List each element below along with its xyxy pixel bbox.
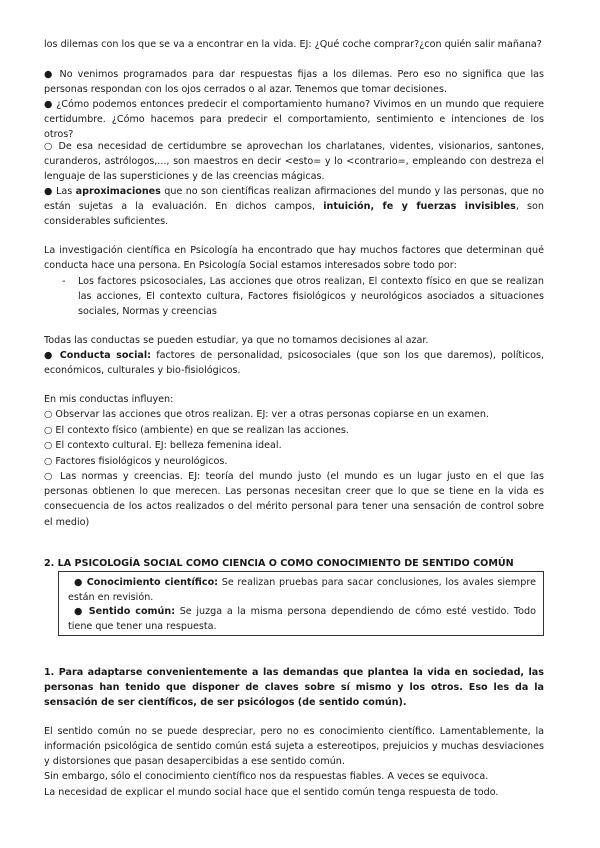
box-item-sentido-comun	[68, 605, 536, 634]
list-item: ○ Factores fisiológicos y neurológicos.	[44, 456, 228, 467]
text-segment: ● Las	[44, 186, 76, 197]
text-segment: Se juzga a la misma persona dependiendo de cómo esté vestido. Todo tiene que tener una respuesta.	[68, 606, 536, 632]
bold-term-conocimiento: Conocimiento científico:	[86, 577, 219, 588]
paragraph-sentido-comun: El sentido común no se puede despreciar, pero no es conocimiento científico. Lamentablemente, la información psicológica de sentido común está sujeta a estereotipos, prejuicios y muchas desviaciones y distorsiones que pasan desapercibidas a ese sentido común.	[44, 726, 544, 768]
list-item: ○ Observar las acciones que otros realizan. EJ: ver a otras personas copiarse en un examen.	[44, 409, 489, 420]
paragraph-necesidad: La necesidad de explicar el mundo social hace que el sentido común tenga respuesta de todo.	[44, 787, 499, 798]
text-segment: que no son científicas realizan afirmaciones del mundo y las personas, que no están sujetas a la evaluación. En dichos campos,	[44, 186, 544, 213]
bold-term-conducta-social: Conducta social:	[59, 350, 151, 361]
paragraph-adaptarse: 1. Para adaptarse convenientemente a las demandas que plantea la vida en sociedad, las personas han tenido que disponer de claves sobre sí mismo y los otros. Eso les da la sensación de ser científicos, de ser psicólogos (de sentido común).	[44, 667, 544, 709]
bold-term-aproximaciones: aproximaciones	[75, 186, 161, 197]
influence-title: En mis conductas influyen:	[44, 394, 174, 405]
bullet: ●	[44, 350, 60, 361]
bold-term-intuicion: intuición, fe y fuerzas invisibles	[323, 201, 516, 213]
list-item: ○ Las normas y creencias. EJ: teoría del mundo justo (el mundo es un lugar justo en el que las personas obtienen lo que merecen. Las personas necesitan creer que lo que se tiene en la vida es consecuencia de los actos realizados o del mérito personal para tener una sensación de control sobre el medio)	[44, 471, 544, 528]
comparison-box	[58, 571, 544, 636]
paragraph-conducta-social	[44, 348, 544, 378]
paragraph-no-programados: ● No venimos programados para dar respuestas fijas a los dilemas. Pero eso no significa que las personas respondan con los ojos cerrados o al azar. Tenemos que tomar decisiones.	[44, 69, 544, 96]
bullet: ●	[74, 577, 84, 588]
paragraph-sin-embargo: Sin embargo, sólo el conocimiento científico nos da respuestas fiables. A veces se equivoca.	[44, 771, 489, 782]
paragraph-charlatanes: ○ De esa necesidad de certidumbre se aprovechan los charlatanes, videntes, visionarios, santones, curanderos, astrólogos,..., son maestros en decir <esto= y lo <contrario=, empleando con destreza el lenguaje de las supersticiones y de las creencias mágicas.	[44, 141, 544, 183]
list-item: ○ El contexto cultural. EJ: belleza femenina ideal.	[44, 440, 282, 451]
bold-term-sentido-comun: Sentido común:	[88, 606, 176, 617]
paragraph-investigacion: La investigación científica en Psicología ha encontrado que hay muchos factores que determinan qué conducta hace una persona. En Psicología Social estamos interesados sobre todo por:	[44, 245, 544, 272]
box-item-cientifico	[68, 576, 536, 605]
text-segment: , son considerables suficientes.	[44, 201, 544, 228]
text-segment: Se realizan pruebas para sacar conclusiones, los avales siempre están en revisión.	[68, 577, 536, 603]
paragraph-dilemas: los dilemas con los que se va a encontrar en la vida. EJ: ¿Qué coche comprar?¿con quién salir mañana?	[44, 39, 542, 50]
paragraph-aproximaciones	[44, 184, 544, 230]
dash-bullet: -	[62, 276, 66, 287]
list-item: ○ El contexto físico (ambiente) en que se realizan las acciones.	[44, 425, 349, 436]
section-heading: 2. LA PSICOLOGÍA SOCIAL COMO CIENCIA O COMO CONOCIMIENTO DE SENTIDO COMÚN	[44, 558, 514, 569]
bullet: ●	[74, 606, 85, 617]
text-segment: factores de personalidad, psicosociales (que son los que daremos), políticos, económicos, culturales y bio-fisiológicos.	[44, 350, 545, 377]
paragraph-todas-conductas: Todas las conductas se pueden estudiar, ya que no tomamos decisiones al azar.	[44, 335, 429, 346]
paragraph-predecir: ● ¿Cómo podemos entonces predecir el comportamiento humano? Vivimos en un mundo que requiere certidumbre. ¿Cómo hacemos para predecir el comportamiento, sentimiento e intenciones de los otros?	[44, 99, 544, 141]
list-item-factores: Los factores psicosociales, Las acciones que otros realizan, El contexto físico en que se realizan las acciones, El contexto cultura, Factores fisiológicos y neurológicos asociados a situaciones sociales, Normas y creencias	[78, 276, 544, 318]
